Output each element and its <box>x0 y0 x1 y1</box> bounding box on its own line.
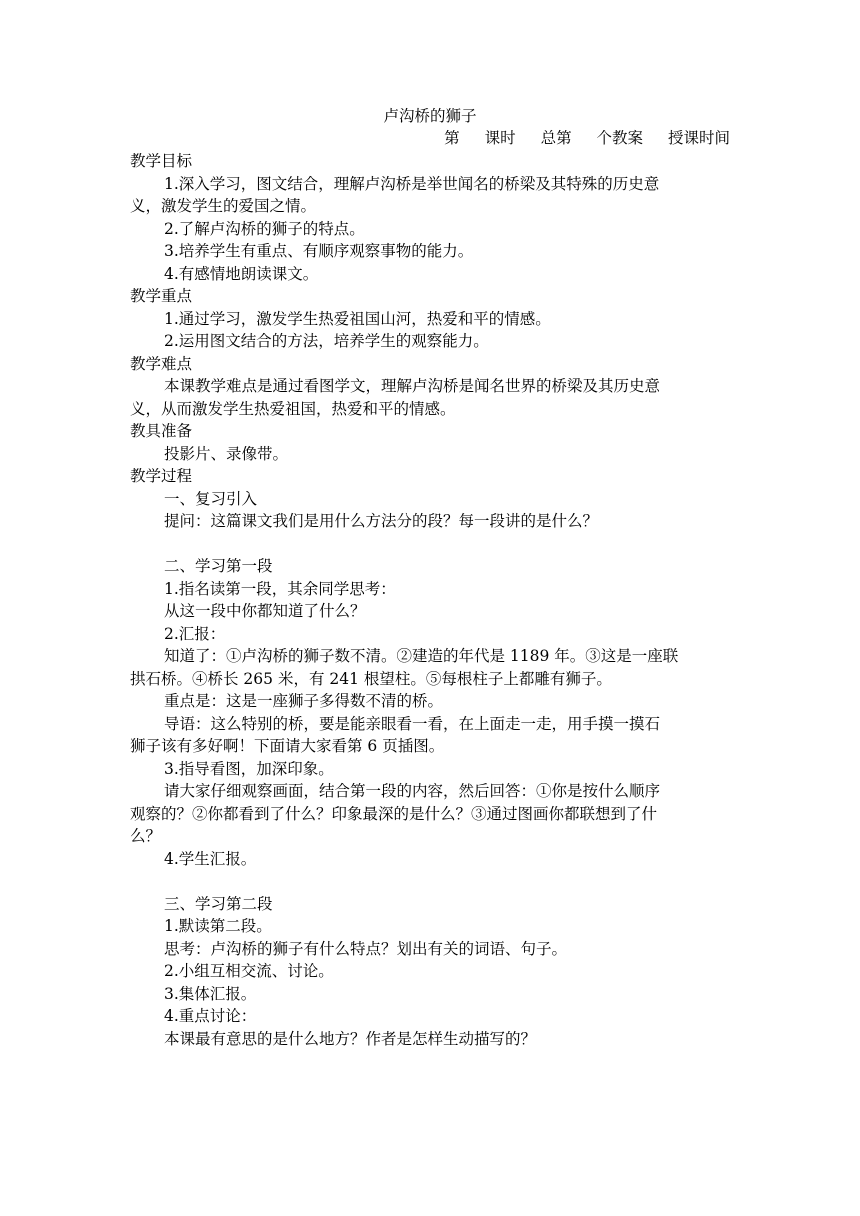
process-line: 1.默读第二段。 <box>164 917 272 935</box>
meta-lesson: 第 <box>444 129 460 147</box>
process-line: 提问：这篇课文我们是用什么方法分的段？每一段讲的是什么？ <box>164 512 599 530</box>
process-line: 4.学生汇报。 <box>164 849 257 868</box>
goal-line: 3.培养学生有重点、有顺序观察事物的能力。 <box>164 242 474 260</box>
process-line: 从这一段中你都知道了什么？ <box>164 602 366 620</box>
meta-plan: 个教案 <box>596 129 644 147</box>
process-line: 观察的？②你都看到了什么？印象最深的是什么？③通过图画你都联想到了什 <box>130 804 658 823</box>
materials-line: 投影片、录像带。 <box>164 444 289 463</box>
difficulty-line: 义，从而激发学生热爱祖国，热爱和平的情感。 <box>130 399 456 418</box>
meta-time: 授课时间 <box>667 129 730 147</box>
meta-period: 课时 <box>484 129 516 147</box>
process-line: 三、学习第二段 <box>164 894 273 913</box>
process-line: 3.集体汇报。 <box>164 984 257 1003</box>
goal-line: 4.有感情地朗读课文。 <box>164 264 319 283</box>
section-heading-goals: 教学目标 <box>130 152 193 170</box>
document-body <box>130 150 728 1050</box>
lesson-meta <box>444 128 730 148</box>
process-line: 请大家仔细观察画面，结合第一段的内容，然后回答：①你是按什么顺序 <box>164 782 661 800</box>
key-point-line: 1.通过学习，激发学生热爱祖国山河，热爱和平的情感。 <box>164 309 551 328</box>
process-line: 么？ <box>130 827 162 845</box>
goal-line: 1.深入学习，图文结合，理解卢沟桥是举世闻名的桥梁及其特殊的历史意 <box>164 174 660 193</box>
section-heading-difficulties: 教学难点 <box>130 354 193 373</box>
key-point-line: 2.运用图文结合的方法，培养学生的观察能力。 <box>164 332 489 350</box>
process-line: 导语：这么特别的桥，要是能亲眼看一看，在上面走一走，用手摸一摸石 <box>164 714 661 733</box>
process-line: 2.汇报： <box>164 624 226 643</box>
goal-line: 2.了解卢沟桥的狮子的特点。 <box>164 219 365 238</box>
section-heading-process: 教学过程 <box>130 467 193 485</box>
process-line: 拱石桥。④桥长 265 米，有 241 根望柱。⑤每根柱子上都雕有狮子。 <box>130 669 612 688</box>
process-line: 狮子该有多好啊！下面请大家看第 6 页插图。 <box>130 737 445 755</box>
blank-line <box>130 533 728 556</box>
process-line: 知道了：①卢沟桥的狮子数不清。②建造的年代是 1189 年。③这是一座联 <box>164 647 679 665</box>
process-line: 二、学习第一段 <box>164 557 273 575</box>
process-line: 2.小组互相交流、讨论。 <box>164 962 334 980</box>
process-line: 4.重点讨论： <box>164 1007 257 1025</box>
blank-line <box>130 870 728 893</box>
document-title: 卢沟桥的狮子 <box>383 107 477 125</box>
process-line: 思考：卢沟桥的狮子有什么特点？划出有关的词语、句子。 <box>164 939 568 958</box>
section-heading-materials: 教具准备 <box>130 422 193 440</box>
process-line: 本课最有意思的是什么地方？作者是怎样生动描写的？ <box>164 1029 537 1048</box>
process-line: 1.指名读第一段，其余同学思考： <box>164 579 396 598</box>
process-line: 重点是：这是一座狮子多得数不清的桥。 <box>164 692 444 710</box>
goal-line: 义，激发学生的爱国之情。 <box>130 197 317 215</box>
meta-total: 总第 <box>540 129 572 147</box>
section-heading-key-points: 教学重点 <box>130 287 193 305</box>
process-line: 一、复习引入 <box>164 489 258 508</box>
process-line: 3.指导看图，加深印象。 <box>164 759 334 778</box>
difficulty-line: 本课教学难点是通过看图学文，理解卢沟桥是闻名世界的桥梁及其历史意 <box>164 377 661 395</box>
